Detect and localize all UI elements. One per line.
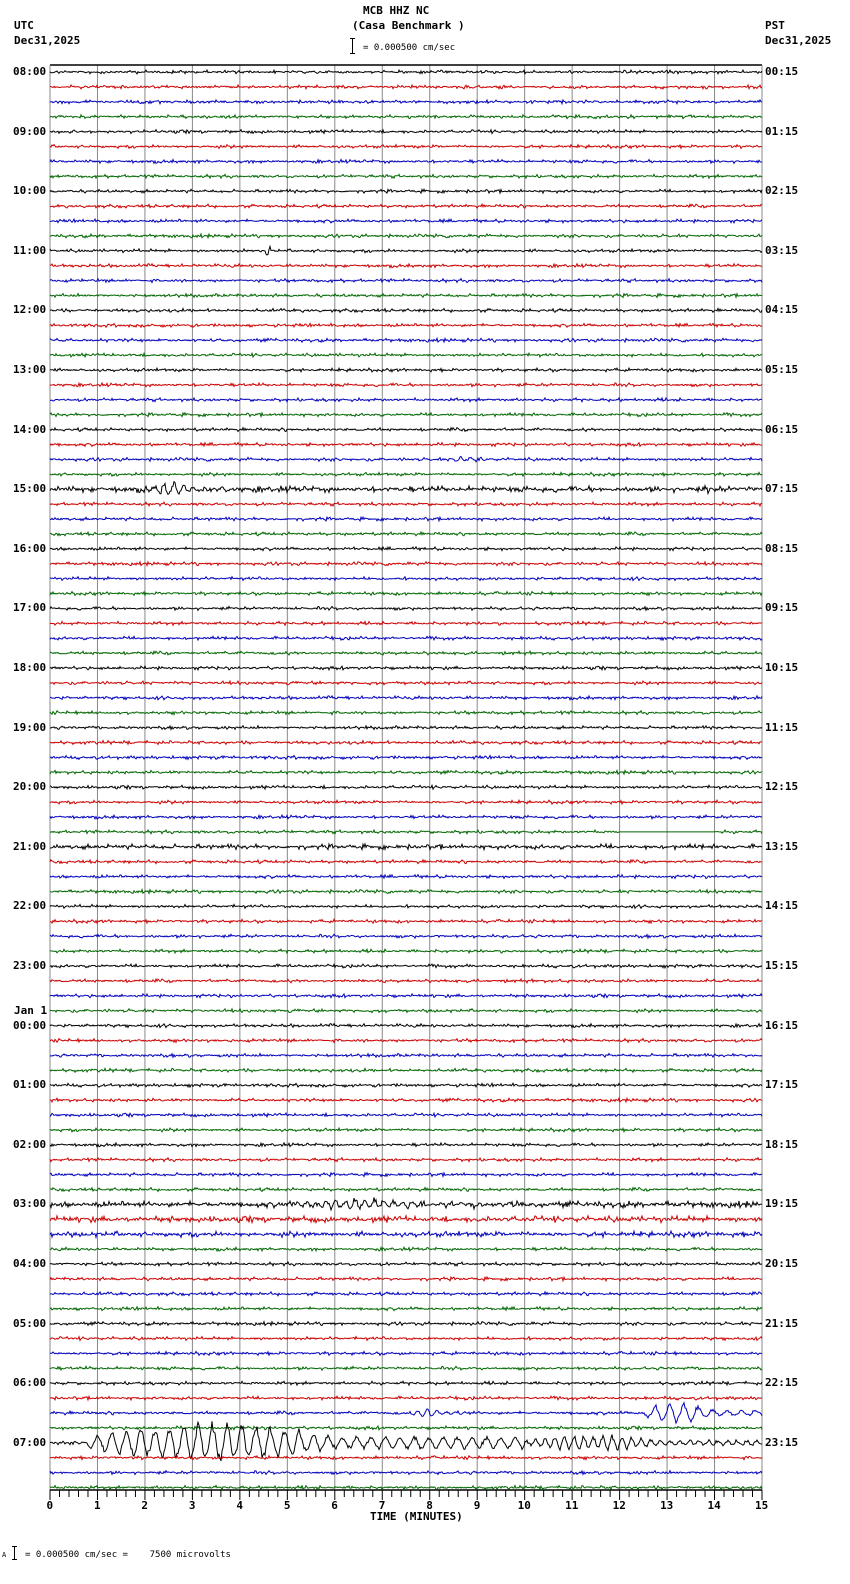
trace-row xyxy=(50,1054,762,1058)
trace-row xyxy=(50,949,762,953)
trace-row xyxy=(50,428,762,432)
trace-row xyxy=(50,1366,762,1370)
x-tick-label: 2 xyxy=(141,1499,149,1512)
trace-row xyxy=(50,1083,762,1087)
trace-row xyxy=(50,890,762,894)
trace-row xyxy=(50,621,762,625)
trace-row xyxy=(50,681,762,685)
x-tick-label: 14 xyxy=(707,1499,721,1512)
trace-row xyxy=(50,145,762,149)
utc-hour-label: 06:00 xyxy=(13,1376,47,1390)
trace-row xyxy=(50,696,762,700)
station-location: (Casa Benchmark ) xyxy=(352,19,465,32)
x-tick-label: 6 xyxy=(331,1499,338,1512)
trace-row xyxy=(50,651,762,655)
trace-row xyxy=(50,309,762,313)
trace-row xyxy=(50,741,762,745)
right-date: Dec31,2025 xyxy=(765,34,832,47)
trace-row xyxy=(50,323,762,327)
trace-row xyxy=(50,844,762,850)
left-timezone: UTC xyxy=(14,19,34,32)
pst-hour-label: 21:15 xyxy=(765,1316,799,1330)
trace-row xyxy=(50,70,762,74)
trace-row xyxy=(50,800,762,804)
trace-row xyxy=(50,1158,762,1162)
trace-row xyxy=(50,482,762,495)
pst-hour-label: 13:15 xyxy=(765,839,799,853)
trace-row xyxy=(50,1307,762,1311)
x-tick-label: 13 xyxy=(660,1499,674,1512)
pst-hour-label: 14:15 xyxy=(765,899,799,913)
utc-hour-label: 18:00 xyxy=(13,661,47,674)
utc-hour-label: 17:00 xyxy=(13,601,47,615)
trace-row xyxy=(50,1337,762,1341)
trace-row xyxy=(50,472,762,476)
calibration-text: = 0.000500 cm/sec = 7500 microvolts xyxy=(25,1550,231,1560)
x-tick-label: 4 xyxy=(236,1499,243,1512)
trace-row xyxy=(50,234,762,238)
trace-row xyxy=(50,264,762,268)
trace-row xyxy=(50,1381,762,1385)
trace-row xyxy=(50,1098,762,1102)
x-tick-label: 15 xyxy=(755,1499,769,1512)
utc-hour-label: 02:00 xyxy=(13,1137,47,1151)
trace-row xyxy=(50,279,762,283)
x-tick-label: 8 xyxy=(426,1499,433,1512)
trace-row xyxy=(50,294,762,298)
utc-hour-label: 00:00 xyxy=(13,1018,47,1032)
trace-row xyxy=(50,1024,762,1028)
utc-hour-label: 20:00 xyxy=(13,780,47,794)
trace-row xyxy=(50,160,762,164)
pst-hour-label: 02:15 xyxy=(765,184,799,198)
pst-hour-label: 01:15 xyxy=(765,124,799,138)
utc-hour-label: 10:00 xyxy=(13,184,47,198)
trace-row xyxy=(50,502,762,506)
pst-hour-label: 08:15 xyxy=(765,541,799,555)
x-tick-label: 3 xyxy=(188,1499,196,1512)
utc-hour-label: 13:00 xyxy=(13,363,47,376)
trace-row xyxy=(50,577,762,581)
trace-row xyxy=(50,1292,762,1296)
x-tick-label: 0 xyxy=(46,1499,54,1512)
trace-row xyxy=(50,756,762,760)
date-change-label: Jan 1 xyxy=(14,1003,48,1017)
pst-hour-label: 06:15 xyxy=(765,422,799,436)
x-tick-label: 9 xyxy=(473,1499,481,1512)
trace-row xyxy=(50,130,762,134)
pst-hour-label: 11:15 xyxy=(765,720,799,734)
trace-row xyxy=(50,100,762,104)
pst-hour-label: 12:15 xyxy=(765,780,799,794)
utc-hour-label: 12:00 xyxy=(13,303,47,317)
trace-row xyxy=(50,1113,762,1117)
trace-row xyxy=(50,815,762,819)
scale-text: = 0.000500 cm/sec xyxy=(363,43,456,53)
trace-row xyxy=(50,1262,762,1266)
trace-row xyxy=(50,785,762,789)
trace-row xyxy=(50,1128,762,1132)
trace-row xyxy=(50,592,762,596)
trace-row xyxy=(50,994,762,998)
trace-row xyxy=(50,830,762,834)
trace-row xyxy=(50,1198,762,1210)
trace-row xyxy=(50,1486,762,1490)
left-date: Dec31,2025 xyxy=(14,34,81,47)
pst-hour-label: 23:15 xyxy=(765,1435,799,1449)
pst-hour-label: 16:15 xyxy=(765,1018,799,1032)
pst-hour-label: 07:15 xyxy=(765,482,799,496)
trace-row xyxy=(50,1039,762,1043)
trace-row xyxy=(50,636,762,640)
x-tick-label: 10 xyxy=(517,1499,531,1512)
trace-row xyxy=(50,189,762,193)
trace-row xyxy=(50,1068,762,1072)
utc-hour-label: 23:00 xyxy=(13,959,47,972)
trace-row xyxy=(50,1173,762,1177)
x-tick-label: 1 xyxy=(93,1499,101,1512)
trace-row xyxy=(50,443,762,447)
trace-row xyxy=(50,204,762,208)
trace-row xyxy=(50,338,762,342)
trace-row xyxy=(50,1396,762,1400)
trace-row xyxy=(50,726,762,730)
utc-hour-label: 04:00 xyxy=(13,1257,47,1270)
utc-hour-label: 22:00 xyxy=(13,899,47,913)
x-tick-label: 11 xyxy=(565,1499,579,1512)
trace-row xyxy=(50,1277,762,1281)
trace-row xyxy=(50,246,762,255)
trace-row xyxy=(50,1188,762,1192)
x-axis-label: TIME (MINUTES) xyxy=(370,1510,463,1523)
trace-row xyxy=(50,1403,762,1423)
trace-row xyxy=(50,711,762,715)
pst-hour-label: 09:15 xyxy=(765,601,799,615)
trace-row xyxy=(50,1143,762,1147)
trace-row xyxy=(50,875,762,879)
pst-hour-label: 15:15 xyxy=(765,959,799,972)
trace-row xyxy=(50,219,762,223)
pst-hour-label: 22:15 xyxy=(765,1376,799,1390)
trace-row xyxy=(50,383,762,387)
utc-hour-label: 08:00 xyxy=(13,65,47,78)
trace-row xyxy=(50,1009,762,1013)
trace-row xyxy=(50,413,762,417)
trace-row xyxy=(50,368,762,372)
utc-hour-label: 21:00 xyxy=(13,839,47,853)
calibration-prefix: A xyxy=(2,1551,7,1559)
trace-row xyxy=(50,666,762,670)
trace-row xyxy=(50,115,762,119)
utc-hour-label: 07:00 xyxy=(13,1435,47,1449)
pst-hour-label: 05:15 xyxy=(765,363,799,376)
trace-row xyxy=(50,1231,762,1237)
x-tick-label: 12 xyxy=(612,1499,626,1512)
pst-hour-label: 04:15 xyxy=(765,303,799,317)
trace-row xyxy=(50,1322,762,1326)
trace-row xyxy=(50,174,762,178)
trace-row xyxy=(50,607,762,611)
pst-hour-label: 17:15 xyxy=(765,1078,799,1092)
utc-hour-label: 15:00 xyxy=(13,482,47,496)
trace-row xyxy=(50,919,762,923)
x-tick-label: 7 xyxy=(378,1499,386,1512)
pst-hour-label: 10:15 xyxy=(765,661,799,674)
utc-hour-label: 05:00 xyxy=(13,1316,47,1330)
utc-hour-label: 01:00 xyxy=(13,1078,47,1092)
trace-row xyxy=(50,1247,762,1251)
pst-hour-label: 00:15 xyxy=(765,65,799,78)
right-timezone: PST xyxy=(765,19,785,32)
trace-row xyxy=(50,532,762,536)
utc-hour-label: 03:00 xyxy=(13,1197,47,1211)
utc-hour-label: 16:00 xyxy=(13,541,47,555)
trace-row xyxy=(50,905,762,909)
trace-row xyxy=(50,770,762,774)
trace-row xyxy=(50,1426,762,1430)
trace-row xyxy=(50,547,762,551)
utc-hour-label: 11:00 xyxy=(13,243,47,257)
trace-row xyxy=(50,1216,762,1223)
trace-row xyxy=(50,934,762,938)
trace-row xyxy=(50,860,762,864)
utc-hour-label: 14:00 xyxy=(13,422,47,436)
trace-row xyxy=(50,1456,762,1460)
trace-row xyxy=(50,562,762,566)
utc-hour-label: 09:00 xyxy=(13,124,47,138)
trace-row xyxy=(50,85,762,89)
pst-hour-label: 19:15 xyxy=(765,1197,799,1211)
station-title: MCB HHZ NC xyxy=(363,4,430,17)
calibration-bar-icon xyxy=(12,1546,17,1560)
x-tick-label: 5 xyxy=(283,1499,291,1512)
trace-row xyxy=(50,1471,762,1475)
trace-row xyxy=(50,456,762,461)
utc-hour-label: 19:00 xyxy=(13,720,47,734)
trace-row xyxy=(50,1352,762,1356)
trace-row xyxy=(50,353,762,357)
pst-hour-label: 20:15 xyxy=(765,1257,799,1270)
trace-row xyxy=(50,517,762,521)
pst-hour-label: 03:15 xyxy=(765,243,799,257)
pst-hour-label: 18:15 xyxy=(765,1137,799,1151)
trace-row xyxy=(50,398,762,402)
trace-row xyxy=(50,964,762,968)
trace-row xyxy=(50,979,762,983)
